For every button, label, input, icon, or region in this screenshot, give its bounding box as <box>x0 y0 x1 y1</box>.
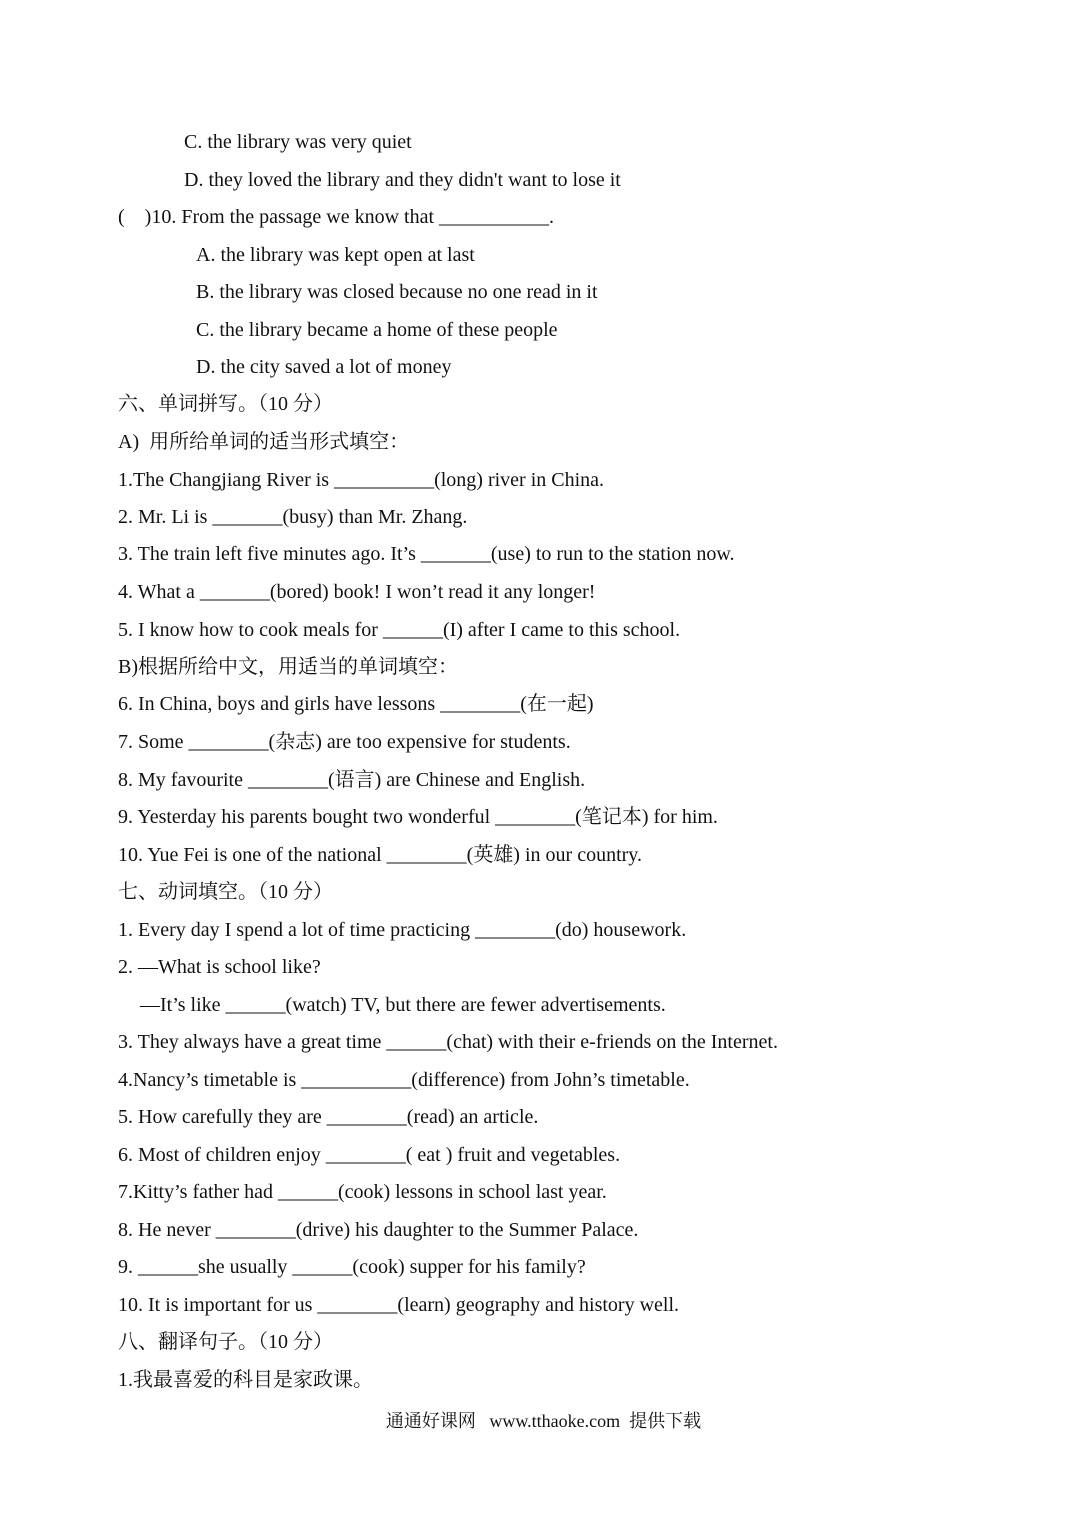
footer-watermark: 通通好课网 www.tthaoke.com 提供下载 <box>385 1411 702 1431</box>
s7-item-9: 9. ______she usually ______(cook) supper for his family? <box>118 1256 586 1278</box>
s7-item-8: 8. He never ________(drive) his daughter to the Summer Palace. <box>118 1219 639 1241</box>
q10-stem: ( )10. From the passage we know that ___________. <box>118 206 555 228</box>
section-8-heading: 八、翻译句子。（10 分） <box>118 1331 333 1353</box>
section-6-heading: 六、单词拼写。（10 分） <box>118 393 333 415</box>
s7-item-1: 1. Every day I spend a lot of time practicing ________(do) housework. <box>118 919 687 941</box>
s6-item-4: 4. What a _______(bored) book! I won’t read it any longer! <box>118 581 596 603</box>
q9-option-d: D. they loved the library and they didn't want to lose it <box>184 169 621 191</box>
s8-item-1: 1.我最喜爱的科目是家政课。 <box>118 1369 373 1391</box>
s6-item-8: 8. My favourite ________(语言) are Chinese and English. <box>118 769 586 791</box>
s7-item-4: 4.Nancy’s timetable is ___________(difference) from John’s timetable. <box>118 1069 690 1091</box>
s7-item-5: 5. How carefully they are ________(read) an article. <box>118 1106 539 1128</box>
s7-item-10: 10. It is important for us ________(learn) geography and history well. <box>118 1294 679 1316</box>
s7-item-7: 7.Kitty’s father had ______(cook) lessons in school last year. <box>118 1181 607 1203</box>
s6-item-6: 6. In China, boys and girls have lessons ________(在一起) <box>118 693 594 715</box>
section-6b-instruction: B)根据所给中文，用适当的单词填空： <box>118 656 458 678</box>
s6-item-7: 7. Some ________(杂志) are too expensive for students. <box>118 731 571 753</box>
q10-option-c: C. the library became a home of these people <box>196 319 558 341</box>
s6-item-2: 2. Mr. Li is _______(busy) than Mr. Zhang. <box>118 506 468 528</box>
q10-option-a: A. the library was kept open at last <box>196 244 475 266</box>
s6-item-3: 3. The train left five minutes ago. It’s _______(use) to run to the station now. <box>118 543 735 565</box>
s7-item-6: 6. Most of children enjoy ________( eat ) fruit and vegetables. <box>118 1144 621 1166</box>
q10-option-b: B. the library was closed because no one read in it <box>196 281 598 303</box>
s6-item-9: 9. Yesterday his parents bought two wonderful ________(笔记本) for him. <box>118 806 718 828</box>
s7-item-2-answer: —It’s like ______(watch) TV, but there are fewer advertisements. <box>140 994 666 1016</box>
s6-item-5: 5. I know how to cook meals for ______(I) after I came to this school. <box>118 619 681 641</box>
s7-item-2-question: 2. —What is school like? <box>118 956 321 978</box>
s7-item-3: 3. They always have a great time ______(chat) with their e-friends on the Internet. <box>118 1031 778 1053</box>
s6-item-10: 10. Yue Fei is one of the national ________(英雄) in our country. <box>118 844 642 866</box>
section-6a-instruction: A) 用所给单词的适当形式填空： <box>118 431 410 453</box>
section-7-heading: 七、动词填空。（10 分） <box>118 881 333 903</box>
q9-option-c: C. the library was very quiet <box>184 131 412 153</box>
s6-item-1: 1.The Changjiang River is __________(long) river in China. <box>118 469 605 491</box>
q10-option-d: D. the city saved a lot of money <box>196 356 452 378</box>
